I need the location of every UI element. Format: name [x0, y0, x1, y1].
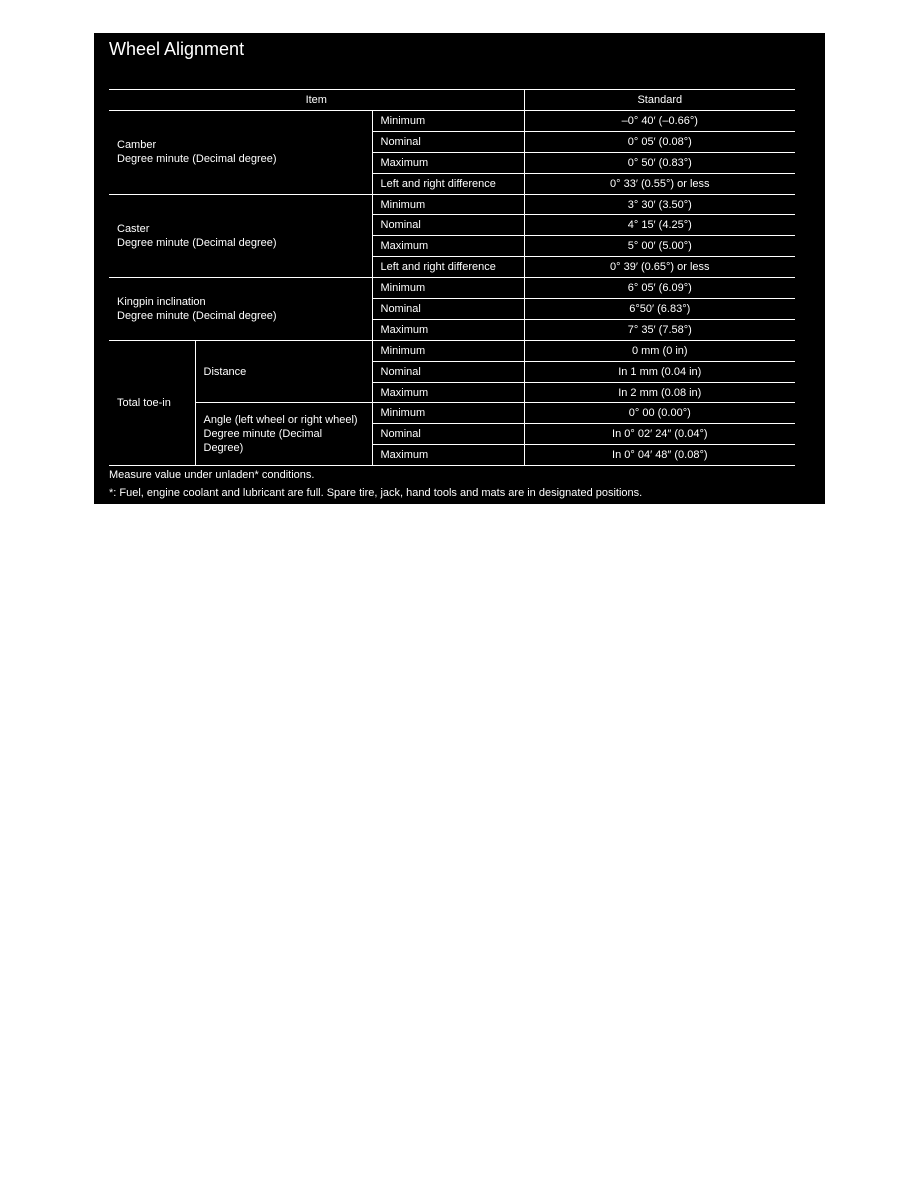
table-row: Left and right difference 0° 39′ (0.65°) or less [109, 257, 795, 278]
table-row: Maximum 7° 35′ (7.58°) [109, 319, 795, 340]
table-row: Nominal 0° 05′ (0.08°) [109, 131, 795, 152]
table-row: Kingpin inclination Degree minute (Decimal degree) Minimum 6° 05′ (6.09°) [109, 278, 795, 299]
table-row: Caster Degree minute (Decimal degree) Minimum 3° 30′ (3.50°) [109, 194, 795, 215]
camber-label: Camber Degree minute (Decimal degree) [109, 111, 372, 195]
toe-in-label: Total toe-in [109, 340, 195, 465]
table-row: Nominal 4° 15′ (4.25°) [109, 215, 795, 236]
footnote-conditions: *: Fuel, engine coolant and lubricant are full. Spare tire, jack, hand tools and mats are in designated positions. [109, 487, 643, 499]
toe-distance-label: Distance [195, 340, 372, 403]
footnote-measure: Measure value under unladen* conditions. [109, 469, 315, 481]
alignment-spec-table [109, 89, 795, 466]
header-standard: Standard [524, 90, 795, 111]
toe-angle-label: Angle (left wheel or right wheel) Degree minute (Decimal Degree) [195, 403, 372, 466]
table-row: Left and right difference 0° 33′ (0.55°) or less [109, 173, 795, 194]
caster-label: Caster Degree minute (Decimal degree) [109, 194, 372, 278]
table-row: Camber Degree minute (Decimal degree) Minimum –0° 40′ (–0.66°) [109, 111, 795, 132]
page-title: Wheel Alignment [109, 39, 245, 59]
table-row: Nominal 6°50′ (6.83°) [109, 299, 795, 320]
table-header-row [109, 90, 795, 111]
kingpin-label: Kingpin inclination Degree minute (Decimal degree) [109, 278, 372, 341]
table-row: Maximum In 0° 04′ 48″ (0.08°) [109, 445, 795, 466]
table-row: Maximum In 2 mm (0.08 in) [109, 382, 795, 403]
header-item: Item [109, 90, 524, 111]
wheel-alignment-panel [94, 33, 825, 504]
table-row: Maximum 0° 50′ (0.83°) [109, 152, 795, 173]
table-row: Angle (left wheel or right wheel) Degree minute (Decimal Degree) Minimum 0° 00 (0.00°) [109, 403, 795, 424]
table-row: Nominal In 0° 02′ 24″ (0.04°) [109, 424, 795, 445]
table-row: Total toe-in Distance Minimum 0 mm (0 in) [109, 340, 795, 361]
table-row: Maximum 5° 00′ (5.00°) [109, 236, 795, 257]
table-row: Nominal In 1 mm (0.04 in) [109, 361, 795, 382]
